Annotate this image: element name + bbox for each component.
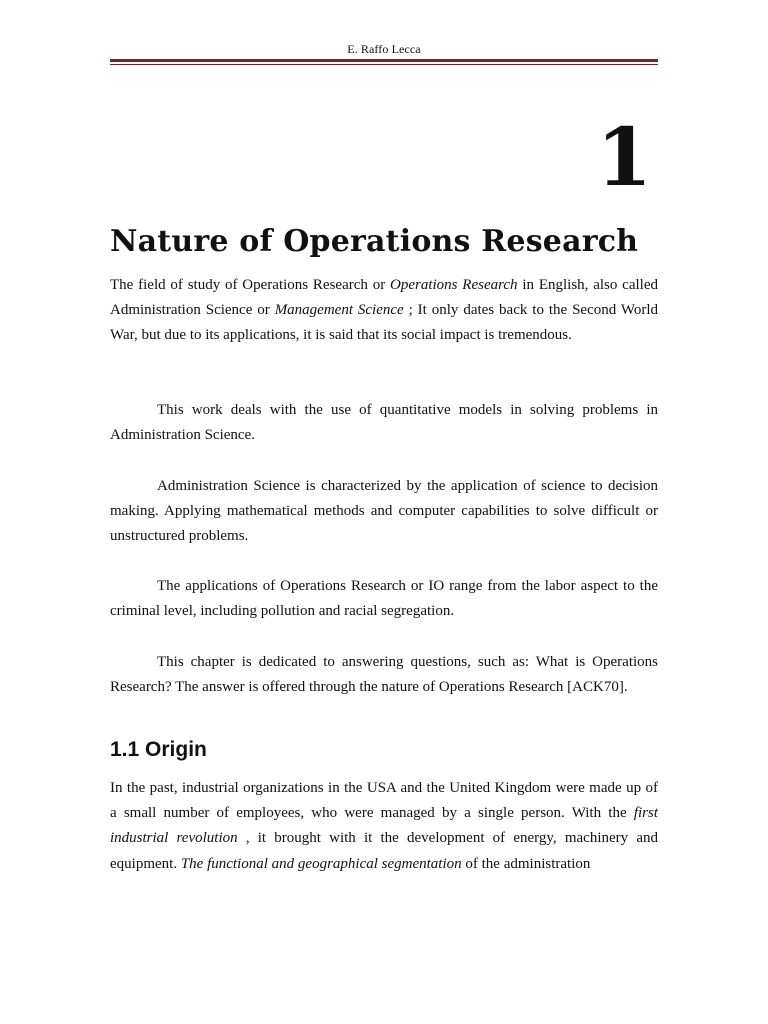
italic-term: Operations Research bbox=[390, 277, 518, 293]
paragraph-chapter-purpose: This chapter is dedicated to answering questions, such as: What is Operations Research? The answer is offered through the nature of Operations Research [ACK70]. bbox=[110, 654, 658, 696]
paragraph-origin bbox=[110, 776, 658, 877]
header-rule-thin bbox=[110, 64, 658, 65]
italic-term: first industrial revolution bbox=[110, 805, 658, 847]
chapter-title: Nature of Operations Research bbox=[110, 224, 639, 259]
text-span: , it brought with it the development of energy, machinery and equipment. bbox=[110, 830, 658, 872]
paragraph-scope: This work deals with the use of quantitative models in solving problems in Administration Science. bbox=[110, 402, 658, 444]
chapter-number: 1 bbox=[596, 110, 652, 204]
running-head: E. Raffo Lecca bbox=[347, 42, 421, 56]
text-span: In the past, industrial organizations in the USA and the United Kingdom were made up of a small number of employees, who were managed by a single person. With the bbox=[110, 780, 658, 822]
paragraph-applications: The applications of Operations Research or IO range from the labor aspect to the criminal level, including pollution and racial segregation. bbox=[110, 578, 658, 620]
text-span: The field of study of Operations Research or bbox=[110, 277, 390, 293]
italic-term: Management Science bbox=[274, 302, 404, 319]
italic-term: The functional and geographical segmentation bbox=[180, 855, 462, 872]
header-rule-thick bbox=[110, 59, 658, 62]
text-span: ; It only dates back to the Second World War, but due to its applications, it is said that its social impact is tremendous. bbox=[110, 302, 658, 344]
paragraph-definition: Administration Science is characterized by the application of science to decision making. Applying mathematical methods and computer capabilities to solve difficult or unstructured problems. bbox=[110, 478, 658, 545]
paragraph-intro bbox=[110, 273, 658, 349]
text-span: in English, also called Administration Science or bbox=[110, 277, 658, 319]
text-span: of the administration bbox=[461, 855, 591, 872]
section-heading: 1.1 Origin bbox=[110, 738, 207, 761]
